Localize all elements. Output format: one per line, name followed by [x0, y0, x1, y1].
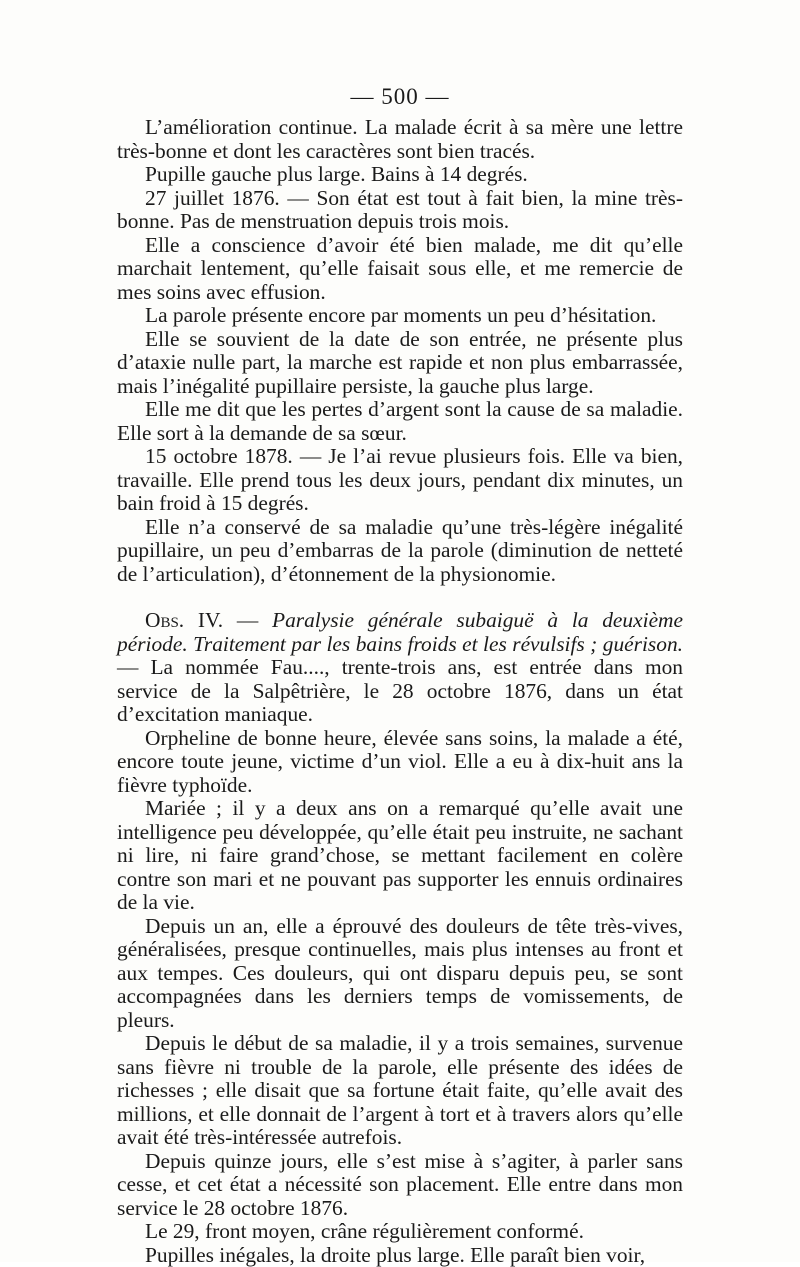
- observation-intro: — La nommée Fau...., trente-trois ans, est entrée dans mon service de la Salpêtrière, le 28 octobre 1876, dans un état d’excitation maniaque.: [117, 655, 683, 726]
- page-number: — 500 —: [0, 84, 800, 110]
- observation-dash: —: [223, 608, 272, 632]
- observation-label: Obs. IV.: [145, 608, 223, 632]
- paragraph: Elle a conscience d’avoir été bien malade, me dit qu’elle marchait lentement, qu’elle faisait sous elle, et me remercie de mes soins avec effusion.: [117, 234, 683, 305]
- observation-title: Paralysie générale subaiguë à la deuxième période. Traitement par les bains froids et les révulsifs ; guérison.: [117, 608, 683, 656]
- observation-paragraph: [117, 609, 683, 727]
- paragraph: Le 29, front moyen, crâne régulièrement conformé.: [117, 1220, 683, 1244]
- paragraph: Elle me dit que les pertes d’argent sont la cause de sa maladie. Elle sort à la demande de sa sœur.: [117, 398, 683, 445]
- paragraph: 27 juillet 1876. — Son état est tout à fait bien, la mine très-bonne. Pas de menstruation depuis trois mois.: [117, 187, 683, 234]
- paragraph: Orpheline de bonne heure, élevée sans soins, la malade a été, encore toute jeune, victime d’un viol. Elle a eu à dix-huit ans la fièvre typhoïde.: [117, 727, 683, 798]
- paragraph: Elle n’a conservé de sa maladie qu’une très-légère inégalité pupillaire, un peu d’embarras de la parole (diminution de netteté de l’articulation), d’étonnement de la physionomie.: [117, 516, 683, 587]
- paragraph: Depuis le début de sa maladie, il y a trois semaines, survenue sans fièvre ni trouble de la parole, elle présente des idées de richesses ; elle disait que sa fortune était faite, qu’elle avait des millions, et elle donnait de l’argent à tort et à travers alors qu’elle avait été très-intéressée autrefois.: [117, 1032, 683, 1150]
- paragraph: Depuis un an, elle a éprouvé des douleurs de tête très-vives, généralisées, presque continuelles, mais plus intenses au front et aux tempes. Ces douleurs, qui ont disparu depuis peu, se sont accompagnées dans les derniers temps de vomissements, de pleurs.: [117, 915, 683, 1033]
- paragraph: Pupille gauche plus large. Bains à 14 degrés.: [117, 163, 683, 187]
- paragraph: Mariée ; il y a deux ans on a remarqué qu’elle avait une intelligence peu développée, qu’elle était peu instruite, ne sachant ni lire, ni faire grand’chose, se mettant facilement en colère contre son mari et ne pouvant pas supporter les ennuis ordinaires de la vie.: [117, 797, 683, 915]
- paragraph: 15 octobre 1878. — Je l’ai revue plusieurs fois. Elle va bien, travaille. Elle prend tous les deux jours, pendant dix minutes, un bain froid à 15 degrés.: [117, 445, 683, 516]
- paragraph: La parole présente encore par moments un peu d’hésitation.: [117, 304, 683, 328]
- paragraph: Depuis quinze jours, elle s’est mise à s’agiter, à parler sans cesse, et cet état a nécessité son placement. Elle entre dans mon service le 28 octobre 1876.: [117, 1150, 683, 1221]
- page-body: [117, 116, 683, 1267]
- paragraph: Pupilles inégales, la droite plus large. Elle paraît bien voir,: [117, 1244, 683, 1267]
- paragraph: L’amélioration continue. La malade écrit à sa mère une lettre très-bonne et dont les caractères sont bien tracés.: [117, 116, 683, 163]
- paragraph: Elle se souvient de la date de son entrée, ne présente plus d’ataxie nulle part, la marche est rapide et non plus embarrassée, mais l’inégalité pupillaire persiste, la gauche plus large.: [117, 328, 683, 399]
